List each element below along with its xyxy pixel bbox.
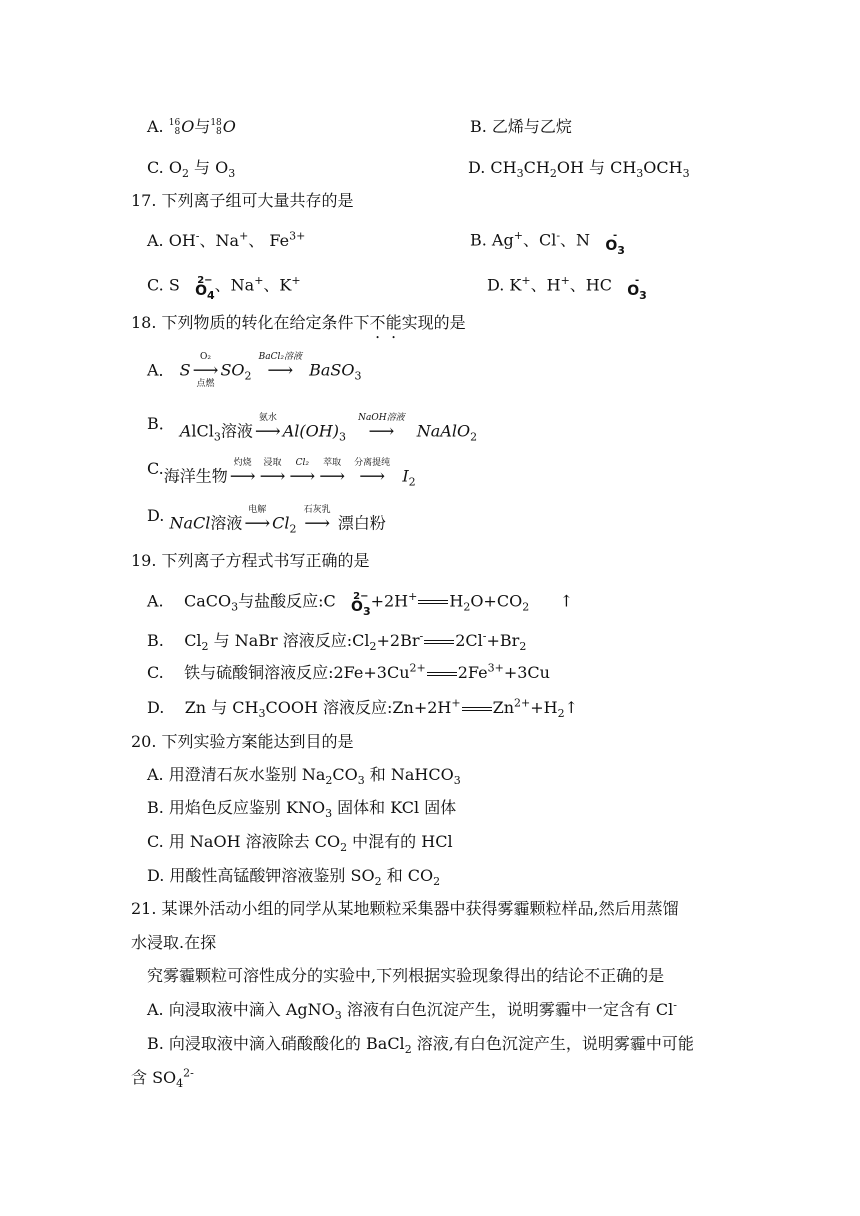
ion-formula-image: [627, 275, 647, 302]
stem-text: 18. 下列物质的转化在给定条件下: [131, 313, 370, 332]
option-text: COOH 溶液反应:Zn+2H: [265, 698, 452, 717]
arrow-condition: NaOH溶液: [358, 413, 405, 423]
option-text: 、HC: [569, 275, 612, 295]
subscript: 2: [369, 640, 377, 654]
q18-stem: [131, 313, 466, 333]
q20-stem: 20. 下列实验方案能达到目的是: [131, 732, 354, 751]
q17-option-c: [147, 274, 301, 302]
ion-base: O: [351, 599, 363, 615]
option-text: B. 向浸取液中滴入硝酸酸化的 BaCl: [147, 1034, 405, 1053]
isotope-notation: [169, 119, 180, 137]
option-label: B．: [147, 413, 175, 433]
arrow-condition: 灼烧: [233, 458, 252, 468]
ion-formula-image: [605, 230, 625, 257]
option-text: 中混有的 HCl: [347, 832, 453, 851]
stem-text: 实现的是: [401, 313, 466, 332]
superscript: 3+: [487, 661, 504, 675]
isotope-notation: [210, 119, 221, 137]
connector-text: 与: [194, 117, 211, 136]
reaction-arrow: 萃取 ⟶: [319, 458, 346, 487]
option-text: D. CH: [468, 158, 517, 177]
option-text: 、 Fe: [248, 231, 290, 250]
option-text: 、Cl: [522, 230, 557, 250]
q19-stem: 19. 下列离子方程式书写正确的是: [131, 551, 370, 570]
arrow-condition: 浸取: [263, 458, 282, 468]
formula: S: [179, 360, 191, 380]
subscript: 3: [334, 1009, 342, 1023]
option-text: 、N: [560, 230, 591, 250]
option-text: B. Ag: [470, 230, 514, 250]
subscript: 3: [258, 707, 266, 721]
option-label: A.: [147, 117, 164, 136]
option-text: Zn: [492, 698, 514, 717]
option-label: C.: [147, 663, 164, 682]
subscript: 3: [516, 167, 524, 181]
q17-option-d: [487, 274, 647, 302]
q16-option-d: [468, 158, 690, 181]
superscript: +: [560, 274, 570, 288]
option-text: 、Na: [214, 275, 255, 295]
subscript: 2: [340, 841, 348, 855]
reaction-arrow: BaCl₂溶液 ⟶: [258, 352, 302, 381]
formula: A: [179, 421, 192, 441]
option-text: +2Br: [376, 631, 420, 650]
option-text: CH: [523, 158, 550, 177]
q17-option-b: [470, 229, 625, 257]
ion-base: O: [195, 283, 207, 299]
atomic-number: 8: [174, 126, 181, 137]
q16-option-a: [147, 117, 236, 137]
option-text: 、Na: [199, 231, 240, 250]
subscript: 2: [201, 640, 209, 654]
option-text: 2Cl: [455, 631, 483, 650]
formula: NaCl: [169, 513, 211, 533]
q21-stem-line1: 21. 某课外活动小组的同学从某地颗粒采集器中获得雾霾颗粒样品,然后用蒸馏: [131, 899, 679, 918]
subscript: 2: [244, 369, 252, 383]
equals-sign: [424, 640, 454, 644]
reaction-arrow: 电解 ⟶: [244, 505, 271, 534]
arrow-condition: 分离提纯: [354, 458, 391, 468]
gas-arrow-icon: ↑: [564, 698, 578, 717]
ion-base: O: [605, 238, 618, 254]
option-text: CO: [332, 765, 358, 784]
ion-charge: -: [634, 275, 640, 286]
superscript: 2+: [514, 696, 531, 710]
equals-sign: [418, 600, 448, 604]
superscript: +: [408, 590, 418, 604]
formula: lCl: [191, 421, 214, 441]
formula: Cl: [272, 513, 290, 533]
q20-option-c: [147, 832, 453, 855]
subscript: 3: [213, 430, 221, 444]
ion-formula-image: [195, 275, 215, 302]
arrow-condition: O₂: [200, 352, 212, 362]
ion-subscript: 3: [639, 288, 647, 302]
option-text: A. 用澄清石灰水鉴别 Na: [147, 765, 326, 784]
subscript: 2: [289, 522, 297, 536]
superscript: +: [239, 229, 249, 243]
subscript: 2: [325, 774, 333, 788]
superscript: +: [513, 229, 523, 243]
formula: NaAlO: [416, 421, 471, 441]
option-text: 含 SO: [131, 1068, 177, 1087]
arrow-condition: 石灰乳: [303, 505, 331, 515]
subscript: 2: [463, 600, 471, 614]
q19-option-c: [147, 663, 550, 683]
subscript: 2: [549, 167, 557, 181]
subscript: 3: [354, 369, 362, 383]
reaction-arrow: 石灰乳 ⟶: [303, 505, 331, 534]
arrow-condition: BaCl₂溶液: [258, 352, 302, 362]
option-text: 与 O: [188, 158, 229, 177]
subscript: 2: [557, 707, 565, 721]
option-text: O+CO: [470, 591, 523, 611]
option-text: 与盐酸反应:C: [238, 591, 336, 611]
q16-option-b: B. 乙烯与乙烷: [470, 117, 572, 136]
option-text: OCH: [643, 158, 683, 177]
subscript: 3: [357, 774, 365, 788]
subscript: 3: [325, 807, 333, 821]
option-label: D.: [147, 698, 165, 717]
superscript: 2+: [409, 661, 426, 675]
option-text: 和 NaHCO: [364, 765, 454, 784]
subscript: 2: [433, 875, 441, 889]
option-text: +H: [530, 698, 558, 717]
option-text: OH 与 CH: [556, 158, 637, 177]
ion-charge: 2−: [353, 591, 369, 602]
superscript: -: [556, 229, 561, 243]
reaction-arrow: 浸取 ⟶: [259, 458, 286, 487]
option-label: C.: [147, 458, 164, 478]
q21-option-a: [147, 998, 677, 1023]
arrow-condition: 电解: [248, 505, 267, 515]
element-symbol: O: [222, 117, 236, 136]
formula: 海洋生物: [163, 466, 228, 486]
subscript: 3: [453, 774, 461, 788]
q18-option-d: [147, 505, 386, 543]
arrow-condition: 氨水: [258, 413, 277, 423]
ion-subscript: 3: [617, 243, 625, 257]
superscript: 3+: [289, 229, 306, 243]
subscript: 2: [181, 167, 189, 181]
subscript: 3: [231, 600, 239, 614]
option-text: 2Fe: [457, 663, 488, 682]
q20-option-d: [147, 866, 441, 889]
subscript: 3: [636, 167, 644, 181]
q19-option-a: [147, 590, 574, 618]
q18-option-c: [147, 458, 416, 496]
q21-option-b-continued: [131, 1066, 194, 1091]
subscript: 2: [404, 1043, 412, 1057]
subscript: 4: [176, 1077, 184, 1091]
subscript: 3: [338, 430, 346, 444]
subscript: 2: [519, 640, 527, 654]
option-text: +Br: [486, 631, 520, 650]
q21-option-b: [147, 1034, 694, 1057]
reaction-arrow: NaOH溶液 ⟶: [358, 413, 405, 442]
formula: BaSO: [309, 360, 355, 380]
arrow-condition: Cl₂: [295, 458, 309, 468]
superscript: -: [673, 998, 677, 1012]
element-symbol: O: [181, 117, 195, 136]
q18-option-b: [147, 413, 477, 451]
superscript: 2-: [183, 1066, 194, 1080]
equals-sign: [462, 707, 492, 711]
option-text: CaCO: [183, 591, 232, 611]
superscript: -: [419, 629, 424, 643]
ion-subscript: 3: [362, 604, 371, 618]
option-text: C. 用 NaOH 溶液除去 CO: [147, 832, 341, 851]
emphasis-char: 不: [369, 313, 386, 332]
ion-charge: 2−: [197, 275, 213, 286]
formula: Al(OH): [282, 421, 339, 441]
option-label: A．: [147, 360, 175, 380]
emphasis-char: 能: [385, 313, 402, 332]
option-text: 与 NaBr 溶液反应:Cl: [208, 631, 370, 650]
ion-base: O: [627, 283, 640, 299]
q19-option-b: [147, 629, 527, 654]
reaction-arrow: 分离提纯 ⟶: [354, 458, 391, 487]
option-text: 溶液有白色沉淀产生，说明雾霾中一定含有 Cl: [341, 1000, 674, 1019]
ion-subscript: 4: [206, 288, 215, 302]
superscript: -: [482, 629, 487, 643]
mass-number: 18: [210, 117, 222, 128]
q21-stem-line2: 水浸取.在探: [131, 933, 217, 952]
q21-stem-line3: 究雾霾颗粒可溶性成分的实验中,下列根据实验现象得出的结论不正确的是: [147, 966, 665, 985]
subscript: 2: [374, 875, 382, 889]
q16-option-c: [147, 158, 236, 181]
option-text: 、H: [530, 275, 561, 295]
option-label: B.: [147, 631, 164, 650]
reaction-arrow: 灼烧 ⟶: [229, 458, 256, 487]
formula: 漂白粉: [337, 513, 386, 533]
superscript: +: [451, 696, 461, 710]
subscript: 2: [470, 430, 478, 444]
option-text: C. O: [147, 158, 182, 177]
formula: 溶液: [220, 421, 253, 441]
option-text: 溶液,有白色沉淀产生，说明雾霾中可能: [411, 1034, 694, 1053]
subscript: 2: [522, 600, 530, 614]
reaction-arrow: O₂ ⟶ 点燃: [192, 352, 219, 389]
option-text: +2H: [370, 591, 409, 611]
option-text: 铁与硫酸铜溶液反应:2Fe+3Cu: [184, 663, 410, 682]
option-text: A. OH: [147, 231, 196, 250]
option-text: +3Cu: [503, 663, 550, 682]
arrow-condition-below: 点燃: [196, 379, 215, 389]
gas-arrow-icon: ↑: [559, 591, 574, 611]
superscript: -: [195, 229, 200, 243]
q20-option-b: [147, 798, 457, 821]
arrow-condition: 萃取: [323, 458, 342, 468]
reaction-arrow: Cl₂ ⟶: [289, 458, 316, 487]
formula: I: [402, 466, 409, 486]
superscript: +: [521, 274, 531, 288]
q18-option-a: [147, 352, 361, 390]
option-label: D.: [147, 505, 165, 525]
subscript: 3: [682, 167, 690, 181]
ion-charge: -: [613, 230, 618, 241]
option-text: 固体和 KCl 固体: [332, 798, 457, 817]
superscript: +: [291, 274, 301, 288]
option-text: C. S: [147, 275, 180, 295]
ion-formula-image: [351, 591, 371, 618]
atomic-number: 8: [216, 126, 222, 137]
option-text: B. 用焰色反应鉴别 KNO: [147, 798, 326, 817]
option-text: Zn 与 CH: [184, 698, 259, 717]
option-text: 和 CO: [381, 866, 434, 885]
option-text: A. 向浸取液中滴入 AgNO: [147, 1000, 335, 1019]
reaction-arrow: 氨水 ⟶: [254, 413, 281, 442]
q17-stem: 17. 下列离子组可大量共存的是: [131, 191, 354, 210]
option-text: D. K: [487, 275, 522, 295]
q19-option-d: [147, 696, 578, 721]
option-text: 、K: [263, 275, 292, 295]
subscript: 2: [408, 475, 416, 489]
q20-option-a: [147, 765, 461, 788]
option-text: Cl: [184, 631, 202, 650]
option-text: D. 用酸性高锰酸钾溶液鉴别 SO: [147, 866, 375, 885]
subscript: 3: [228, 167, 236, 181]
option-label: A.: [147, 591, 164, 611]
option-text: H: [449, 591, 464, 611]
superscript: +: [254, 274, 264, 288]
formula: SO: [220, 360, 245, 380]
formula: 溶液: [210, 513, 243, 533]
equals-sign: [427, 672, 457, 676]
mass-number: 16: [168, 117, 181, 128]
q17-option-a: [147, 231, 305, 251]
